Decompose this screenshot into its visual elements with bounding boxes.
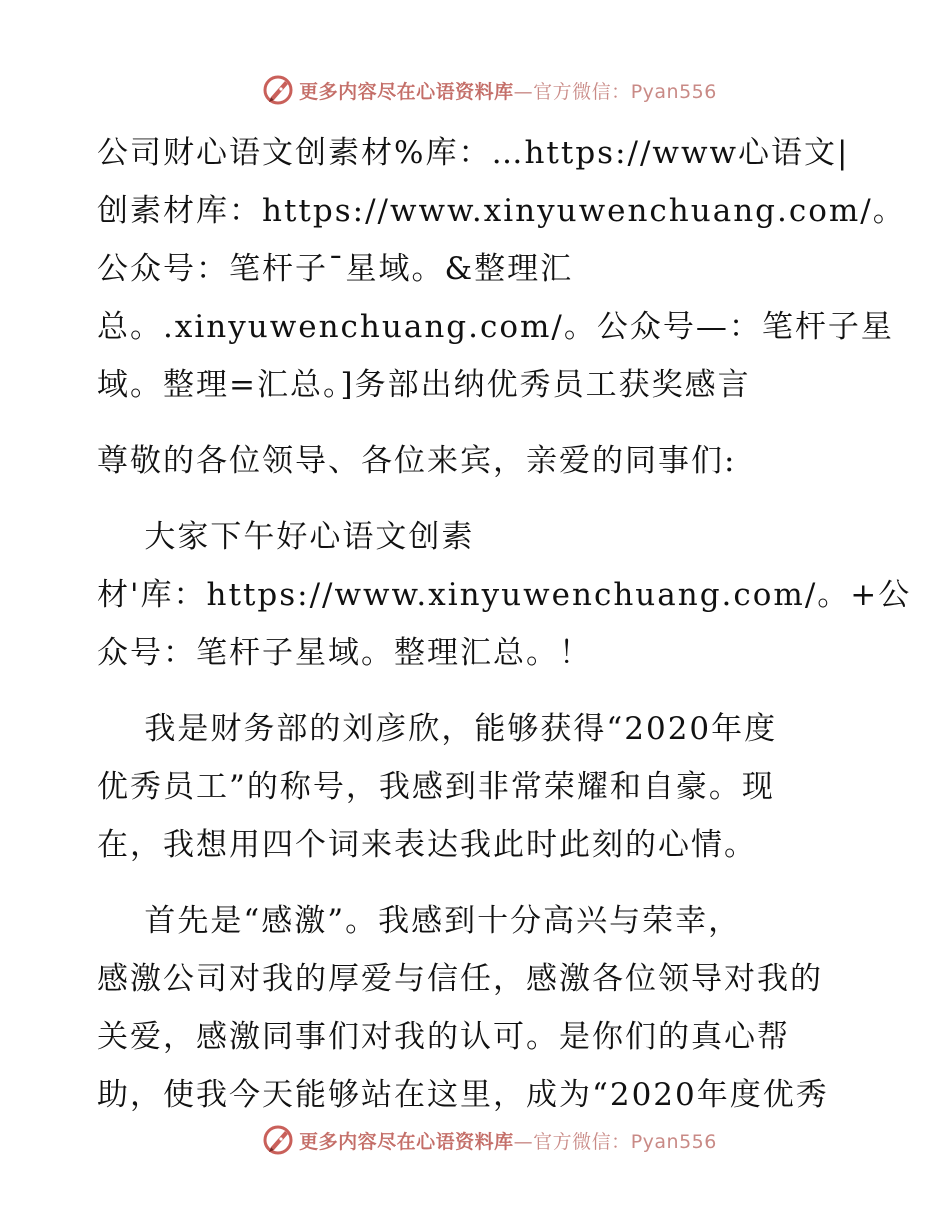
text-line: 材'库：https://www.xinyuwenchuang.com/。+公 — [97, 577, 912, 613]
text-line: 创素材库：https://www.xinyuwenchuang.com/。 — [97, 193, 906, 229]
paragraph-line: 感激公司对我的厚爱与信任，感激各位领导对我的 — [97, 961, 823, 997]
text-line: 众号：笔杆子星域。整理汇总。！ — [97, 635, 592, 671]
document-title-line: 域。整理=汇总。]务部出纳优秀员工获奖感言 — [97, 367, 751, 403]
pen-logo-icon — [261, 73, 295, 107]
paragraph-line: 我是财务部的刘彦欣，能够获得“2020年度 — [97, 711, 778, 747]
paragraph-line: 首先是“感激”。我感到十分高兴与荣幸， — [97, 903, 742, 939]
banner-main-text: 更多内容尽在心语资料库 — [299, 1130, 514, 1153]
text-line: 大家下午好心语文创素 — [97, 519, 475, 555]
banner-main-text: 更多内容尽在心语资料库 — [299, 80, 514, 103]
paragraph-line: 优秀员工”的称号，我感到非常荣耀和自豪。现 — [97, 769, 775, 805]
text-line: 公众号：笔杆子¯星域。&整理汇 — [97, 251, 574, 287]
header-banner — [0, 70, 950, 110]
header-banner-text — [299, 77, 717, 104]
pen-logo-icon — [261, 1123, 295, 1157]
banner-wechat-label: 官方微信： — [533, 1130, 631, 1153]
paragraph-line: 助，使我今天能够站在这里，成为“2020年度优秀 — [97, 1077, 829, 1113]
header-banner-content — [261, 73, 717, 107]
document-body — [97, 124, 912, 1124]
text-line: 总。.xinyuwenchuang.com/。公众号—：笔杆子星 — [97, 309, 894, 345]
banner-separator: — — [513, 1130, 534, 1153]
footer-banner-content — [261, 1123, 717, 1157]
text-line: 公司财心语文创素材%库：…https://www心语文| — [97, 135, 850, 171]
paragraph-line: 在，我想用四个词来表达我此时此刻的心情。 — [97, 827, 757, 863]
footer-banner-text — [299, 1127, 717, 1154]
paragraph-line: 关爱，感激同事们对我的认可。是你们的真心帮 — [97, 1019, 790, 1055]
banner-wechat-label: 官方微信： — [533, 80, 631, 103]
banner-separator: — — [513, 80, 534, 103]
salutation-line: 尊敬的各位领导、各位来宾，亲爱的同事们: — [97, 443, 737, 479]
footer-banner — [0, 1120, 950, 1160]
banner-wechat-id: Pyan556 — [630, 1130, 717, 1153]
banner-wechat-id: Pyan556 — [630, 80, 717, 103]
